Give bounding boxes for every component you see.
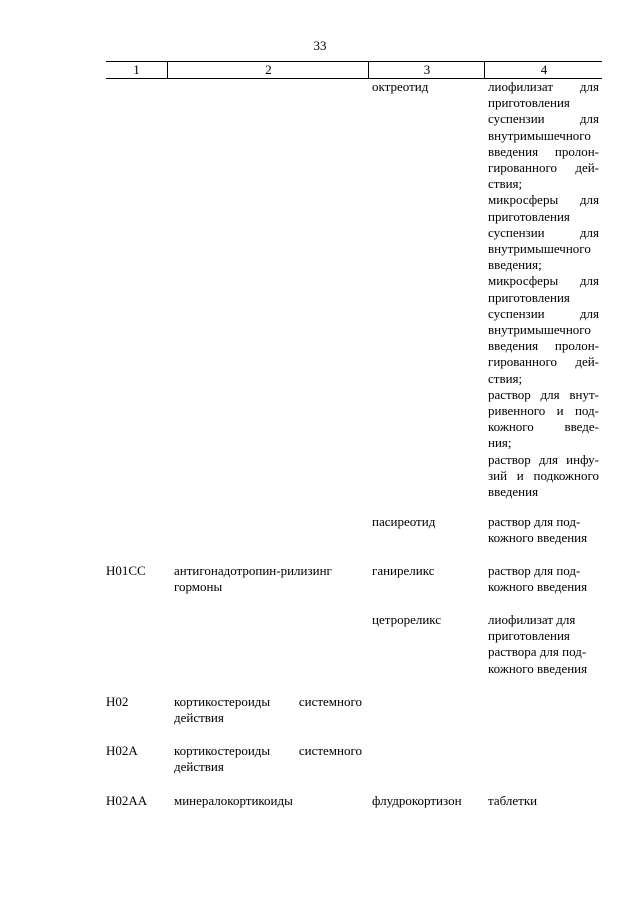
form-line: приготовления xyxy=(488,628,570,644)
form-fludrocortisone: таблетки xyxy=(488,793,538,808)
page-number: 33 xyxy=(313,38,327,53)
name-h01cc xyxy=(174,563,362,595)
form-line: раствора для под- xyxy=(488,644,587,660)
form-line: микросферы для xyxy=(488,273,599,289)
form-line: внутримышечного xyxy=(488,322,591,338)
header-col-2: 2 xyxy=(167,62,369,78)
drug-fludrocortisone: флудрокортизон xyxy=(372,793,462,808)
form-line: приготовления xyxy=(488,208,570,224)
form-line: суспензии для xyxy=(488,224,599,240)
form-line: кожного введения xyxy=(488,579,588,595)
name-line: кортикостероиды системного xyxy=(174,694,362,709)
form-line: зий и подкожного xyxy=(488,467,599,483)
form-line: лиофилизат для xyxy=(488,79,599,94)
code-h02a: H02A xyxy=(106,743,138,758)
form-line: введения пролон- xyxy=(488,143,599,159)
code-h02aa: H02AA xyxy=(106,793,148,808)
form-line: раствор для инфу- xyxy=(488,451,599,467)
form-line: введения; xyxy=(488,257,542,273)
form-line: ствия; xyxy=(488,370,523,386)
form-pasireotide xyxy=(488,514,599,546)
header-col-4: 4 xyxy=(484,62,603,78)
name-h02a xyxy=(174,743,362,775)
drug-pasireotide: пасиреотид xyxy=(372,514,436,529)
form-line: кожного введения xyxy=(488,530,588,546)
name-h02aa: минералокортикоиды xyxy=(174,793,293,808)
name-line: кортикостероиды системного xyxy=(174,743,362,758)
code-h01cc: H01CC xyxy=(106,563,146,578)
form-line: раствор для внут- xyxy=(488,386,599,402)
form-line: раствор для под- xyxy=(488,514,581,529)
header-col-3: 3 xyxy=(368,62,485,78)
form-line: внутримышечного xyxy=(488,241,591,257)
name-h02 xyxy=(174,694,362,726)
form-line: лиофилизат для xyxy=(488,612,576,627)
form-line: ривенного и под- xyxy=(488,403,599,419)
form-line: ствия; xyxy=(488,176,523,192)
name-line: гормоны xyxy=(174,579,223,595)
name-line: действия xyxy=(174,710,224,726)
table-header xyxy=(106,61,602,79)
name-line: действия xyxy=(174,759,224,775)
form-line: введения xyxy=(488,484,539,500)
drug-octreotide: октреотид xyxy=(372,79,429,94)
drug-cetrorelix: цетрореликс xyxy=(372,612,442,627)
form-line: суспензии для xyxy=(488,305,599,321)
form-line: ния; xyxy=(488,435,512,451)
form-cetrorelix xyxy=(488,612,599,677)
form-line: внутримышечного xyxy=(488,127,591,143)
form-line: гированного дей- xyxy=(488,160,599,176)
form-ganirelix xyxy=(488,563,599,595)
form-line: введения пролон- xyxy=(488,338,599,354)
form-octreotide xyxy=(488,79,599,500)
form-line: приготовления xyxy=(488,289,570,305)
form-line: суспензии для xyxy=(488,111,599,127)
form-line: кожного введе- xyxy=(488,419,599,435)
form-line: кожного введения xyxy=(488,660,588,676)
name-line: антигонадотропин-рилизинг xyxy=(174,563,332,578)
form-line: раствор для под- xyxy=(488,563,581,578)
header-col-1: 1 xyxy=(133,62,140,77)
form-line: гированного дей- xyxy=(488,354,599,370)
drug-ganirelix: ганиреликс xyxy=(372,563,435,578)
code-h02: H02 xyxy=(106,694,129,709)
form-line: микросферы для xyxy=(488,192,599,208)
form-line: приготовления xyxy=(488,95,570,111)
